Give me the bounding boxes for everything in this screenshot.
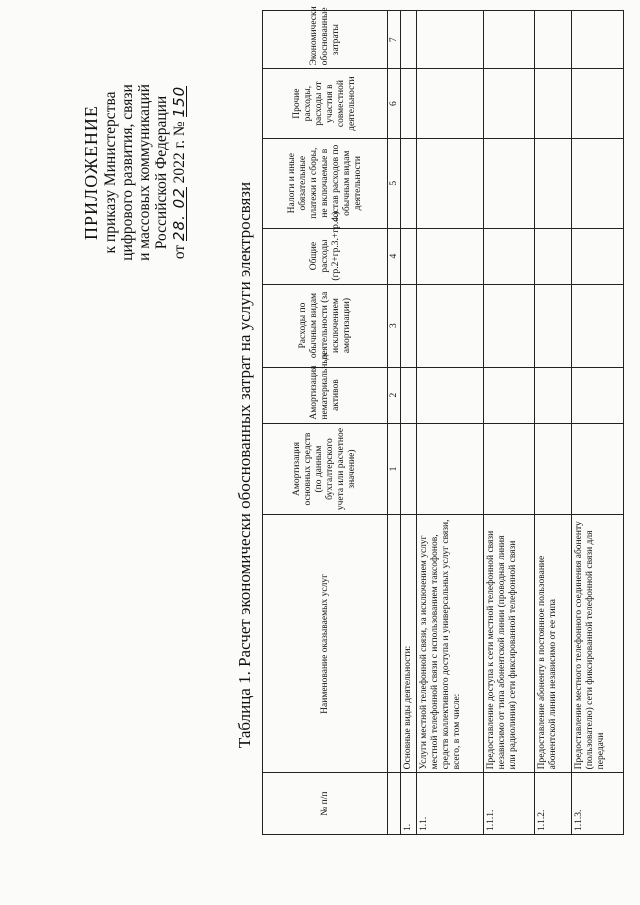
appendix-line-4: Российской Федерации — [153, 95, 170, 250]
column-index: 1 — [388, 423, 401, 515]
appendix-title: ПРИЛОЖЕНИЕ — [81, 105, 101, 240]
column-header: Прочие расходы, расходы от участия в совместной деятельности — [263, 69, 388, 139]
column-index: 2 — [388, 367, 401, 423]
value-cell — [535, 11, 572, 69]
table-row — [483, 11, 535, 835]
value-cell — [572, 138, 624, 228]
column-header: Амортизация нематериальных активов — [263, 367, 388, 423]
row-number: 1. — [401, 773, 417, 835]
row-number: 1.1.1. — [483, 773, 535, 835]
value-cell — [535, 423, 572, 515]
value-cell — [417, 367, 484, 423]
table-header-row — [263, 11, 388, 835]
value-cell — [535, 69, 572, 139]
column-header: Экономически обоснованные затраты — [263, 11, 388, 69]
column-index: 5 — [388, 138, 401, 228]
row-number: 1.1.2. — [535, 773, 572, 835]
value-cell — [483, 11, 535, 69]
appendix-line-2: цифрового развития, связи — [119, 84, 136, 261]
value-cell — [417, 11, 484, 69]
value-cell — [483, 138, 535, 228]
column-index: 3 — [388, 284, 401, 367]
date-prefix: от — [171, 244, 188, 260]
value-cell — [401, 284, 417, 367]
value-cell — [417, 423, 484, 515]
column-index: 4 — [388, 228, 401, 284]
value-cell — [401, 138, 417, 228]
value-cell — [417, 284, 484, 367]
handwritten-number: 150 — [170, 85, 188, 118]
table-row — [572, 11, 624, 835]
column-header: № п/п — [263, 773, 388, 835]
value-cell — [535, 228, 572, 284]
value-cell — [535, 284, 572, 367]
value-cell — [572, 228, 624, 284]
table-row — [417, 11, 484, 835]
value-cell — [401, 228, 417, 284]
column-index: 6 — [388, 69, 401, 139]
service-name: Услуги местной телефонной связи, за исключением услуг местной телефонной связи с использованием таксофонов, средств коллективного доступа и универсальных услуг связи, всего, в том числе: — [417, 515, 484, 773]
value-cell — [572, 284, 624, 367]
value-cell — [572, 69, 624, 139]
table-row — [401, 11, 417, 835]
column-header: Налоги и иные обязательные платежи и сборы, не включаемые в состав расходов по обычным видам деятельности — [263, 138, 388, 228]
service-name: Предоставление доступа к сети местной телефонной связи независимо от типа абонентской линии (проводная линия или радиолиния) сети фиксированной телефонной связи — [483, 515, 535, 773]
service-name: Предоставление абоненту в постоянное пользование абонентской линии независимо от ее типа — [535, 515, 572, 773]
appendix-line-1: к приказу Министерства — [102, 91, 119, 254]
value-cell — [483, 69, 535, 139]
value-cell — [483, 228, 535, 284]
cost-calculation-table — [262, 6, 624, 835]
value-cell — [483, 284, 535, 367]
value-cell — [417, 228, 484, 284]
row-number: 1.1.3. — [572, 773, 624, 835]
handwritten-date: 28. 02 — [170, 187, 188, 241]
date-year: 2022 г. № — [171, 121, 188, 184]
value-cell — [483, 367, 535, 423]
value-cell — [401, 423, 417, 515]
value-cell — [401, 367, 417, 423]
column-header: Общие расходы (гр.2+гр.3.+гр.4.) — [263, 228, 388, 284]
value-cell — [535, 367, 572, 423]
column-index — [388, 515, 401, 773]
order-date-line — [171, 45, 188, 300]
column-index: 7 — [388, 11, 401, 69]
value-cell — [572, 367, 624, 423]
column-header: Амортизация основных средств (по данным бухгалтерского учета или расчетное значение) — [263, 423, 388, 515]
value-cell — [572, 11, 624, 69]
column-index — [388, 773, 401, 835]
value-cell — [417, 69, 484, 139]
column-header: Наименование оказываемых услуг — [263, 515, 388, 773]
value-cell — [572, 423, 624, 515]
value-cell — [401, 11, 417, 69]
row-number: 1.1. — [417, 773, 484, 835]
table-row — [535, 11, 572, 835]
service-name: Предоставление местного телефонного соединения абоненту (пользователю) сети фиксированной телефонной связи для передачи — [572, 515, 624, 773]
table-title: Таблица 1. Расчет экономически обоснованных затрат на услуги электросвязи — [235, 181, 254, 749]
value-cell — [417, 138, 484, 228]
value-cell — [483, 423, 535, 515]
column-index-row — [388, 11, 401, 835]
appendix-header — [83, 45, 188, 300]
value-cell — [535, 138, 572, 228]
column-header: Расходы по обычным видам деятельности (за исключением амортизации) — [263, 284, 388, 367]
value-cell — [401, 69, 417, 139]
appendix-line-3: и массовых коммуникаций — [136, 84, 153, 261]
service-name: Основные виды деятельности: — [401, 515, 417, 773]
